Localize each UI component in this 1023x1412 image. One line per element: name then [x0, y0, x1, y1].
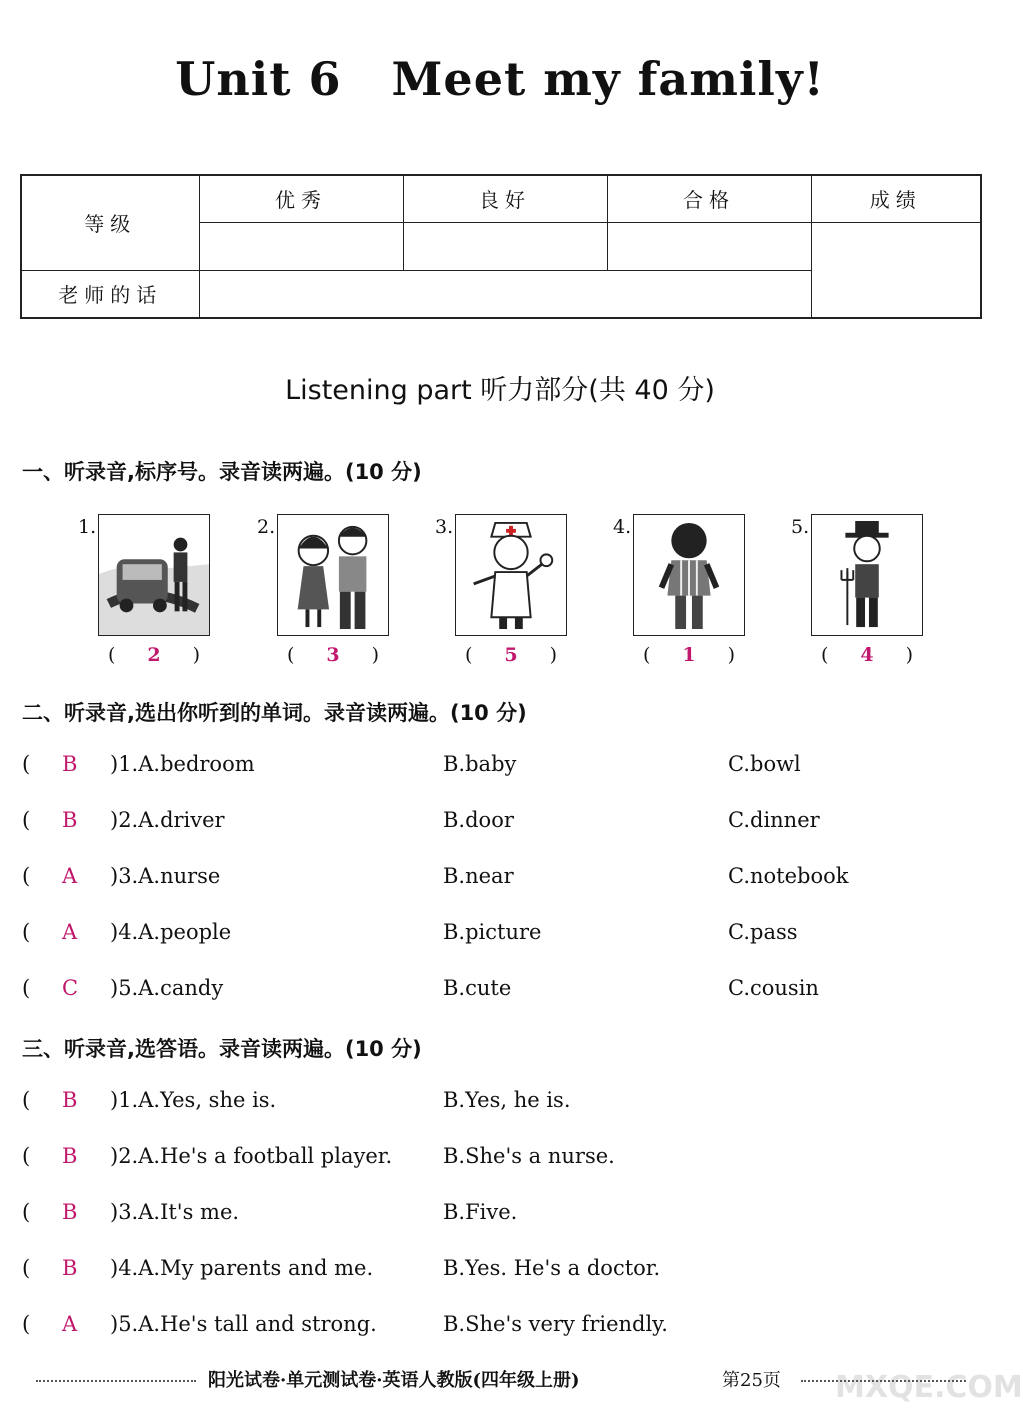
grade-good-cell: [403, 222, 607, 270]
option-b: B.picture: [443, 920, 542, 944]
picture-number: 4.: [613, 516, 632, 538]
option-b: B.She's a nurse.: [443, 1144, 615, 1168]
option-c: C.bowl: [728, 752, 801, 776]
footer-text: 阳光试卷·单元测试卷·英语人教版(四年级上册): [208, 1370, 580, 1391]
option-c: C.notebook: [728, 864, 849, 888]
teacher-comment-cell: [199, 270, 811, 318]
picture-number: 5.: [791, 516, 810, 538]
grade-pass-cell: [607, 222, 811, 270]
grade-table: [20, 174, 982, 319]
option-a: )2.A.driver: [110, 808, 225, 832]
section3-heading: 三、听录音,选答语。录音读两遍。(10 分): [22, 1037, 422, 1061]
watermark-logo: [815, 1320, 1023, 1410]
farmer-icon: [811, 514, 923, 636]
option-a: )1.A.Yes, she is.: [110, 1088, 277, 1112]
option-c: C.cousin: [728, 976, 819, 1000]
grade-pass-label: 合格: [607, 175, 811, 222]
picture-number: 2.: [257, 516, 276, 538]
unit-label: Unit 6: [175, 52, 342, 106]
picture-number: 3.: [435, 516, 454, 538]
option-c: C.dinner: [728, 808, 820, 832]
unit-name: Meet my family!: [391, 52, 825, 106]
option-a: )4.A.My parents and me.: [110, 1256, 374, 1280]
option-a: )2.A.He's a football player.: [110, 1144, 393, 1168]
grade-level-label: 等级: [21, 175, 199, 270]
boy-icon: [633, 514, 745, 636]
teacher-comment-label: 老师的话: [21, 270, 199, 318]
picture-answer: 4: [860, 644, 874, 666]
listening-heading: Listening part 听力部分(共 40 分): [285, 375, 715, 406]
option-b: B.near: [443, 864, 514, 888]
option-b: B.Yes. He's a doctor.: [443, 1256, 661, 1280]
picture-answer: 2: [147, 644, 161, 666]
option-a: )3.A.It's me.: [110, 1200, 240, 1224]
answer-mark: B: [62, 1200, 78, 1224]
picture-answer: 1: [682, 644, 696, 666]
option-b: B.door: [443, 808, 514, 832]
picture-answer: 5: [504, 644, 518, 666]
answer-mark: C: [62, 976, 79, 1000]
answer-mark: A: [62, 1312, 78, 1336]
grade-score-label: 成绩: [811, 175, 981, 222]
answer-mark: A: [62, 920, 78, 944]
option-a: )1.A.bedroom: [110, 752, 255, 776]
driver-car-icon: [98, 514, 210, 636]
answer-mark: B: [62, 1256, 78, 1280]
footer-divider: [36, 1380, 196, 1382]
watermark-text: MXQE.COM: [835, 1370, 1023, 1405]
page-title: [0, 52, 1000, 106]
picture-number: 1.: [78, 516, 97, 538]
grade-score-cell: [811, 222, 981, 318]
option-a: )4.A.people: [110, 920, 232, 944]
option-a: )5.A.He's tall and strong.: [110, 1312, 377, 1336]
nurse-icon: [455, 514, 567, 636]
option-b: B.Five.: [443, 1200, 518, 1224]
option-b: B.cute: [443, 976, 512, 1000]
page-number: 第25页: [722, 1370, 781, 1391]
option-c: C.pass: [728, 920, 798, 944]
girl-and-man-icon: [277, 514, 389, 636]
answer-mark: B: [62, 1144, 78, 1168]
grade-good-label: 良好: [403, 175, 607, 222]
picture-answer: 3: [326, 644, 340, 666]
answer-mark: A: [62, 864, 78, 888]
section2-heading: 二、听录音,选出你听到的单词。录音读两遍。(10 分): [22, 701, 527, 725]
grade-excellent-label: 优秀: [199, 175, 403, 222]
option-b: B.She's very friendly.: [443, 1312, 668, 1336]
answer-mark: B: [62, 752, 78, 776]
answer-mark: B: [62, 808, 78, 832]
answer-mark: B: [62, 1088, 78, 1112]
grade-excellent-cell: [199, 222, 403, 270]
option-b: B.Yes, he is.: [443, 1088, 571, 1112]
option-a: )3.A.nurse: [110, 864, 221, 888]
section1-heading: 一、听录音,标序号。录音读两遍。(10 分): [22, 460, 422, 484]
option-a: )5.A.candy: [110, 976, 224, 1000]
option-b: B.baby: [443, 752, 517, 776]
